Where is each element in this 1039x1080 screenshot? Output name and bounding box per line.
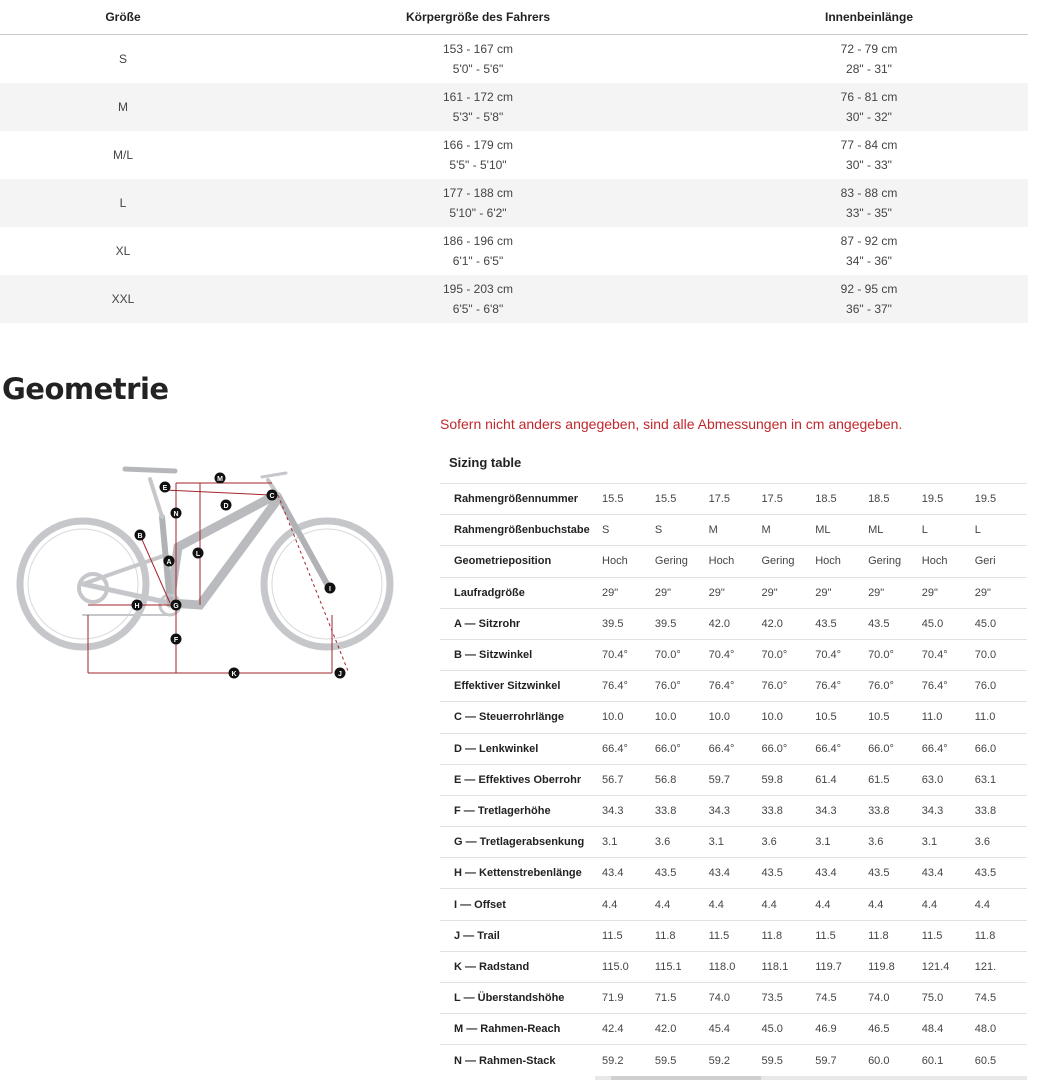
diagram-marker-c xyxy=(267,490,278,501)
geometry-label: K — Radstand xyxy=(440,951,602,982)
geometry-value: 43.5 xyxy=(868,858,922,889)
geometry-value: 61.5 xyxy=(868,764,922,795)
geometry-value: 66.0° xyxy=(655,733,709,764)
geometry-value: 59.7 xyxy=(709,764,762,795)
inseam-cell: 77 - 84 cm 30" - 33" xyxy=(840,138,898,172)
geometry-value: Gering xyxy=(761,546,815,577)
geometry-label: Effektiver Sitzwinkel xyxy=(440,671,602,702)
geometry-value: 39.5 xyxy=(655,608,709,639)
inseam-cell: 87 - 92 cm 34" - 36" xyxy=(840,234,898,268)
geometry-value: 60.5 xyxy=(975,1045,1027,1076)
svg-text:L: L xyxy=(195,550,201,558)
geometry-value: 73.5 xyxy=(761,983,815,1014)
inseam-cell: 76 - 81 cm 30" - 32" xyxy=(710,83,1028,131)
geometry-value: L xyxy=(922,515,975,546)
geometry-label: H — Kettenstrebenlänge xyxy=(440,858,602,889)
diagram-marker-e xyxy=(160,482,171,493)
geometry-value: 66.0° xyxy=(761,733,815,764)
geometry-value: 10.0 xyxy=(655,702,709,733)
geometry-value: 43.5 xyxy=(761,858,815,889)
geometry-value: Hoch xyxy=(815,546,868,577)
geometry-value: 4.4 xyxy=(975,889,1027,920)
size-row xyxy=(0,131,1028,179)
svg-text:M: M xyxy=(217,475,223,483)
geometry-value: 70.4° xyxy=(709,639,762,670)
geometry-value: 59.2 xyxy=(709,1045,762,1076)
size-cell: M/L xyxy=(112,148,133,162)
geometry-label: M — Rahmen-Reach xyxy=(440,1014,602,1045)
geometry-row xyxy=(440,858,1027,889)
geometry-row xyxy=(440,515,1027,546)
geometry-value: 29" xyxy=(975,577,1027,608)
svg-text:E: E xyxy=(162,484,168,492)
geometry-value: 29" xyxy=(922,577,975,608)
geometry-value: 11.5 xyxy=(815,920,868,951)
geometry-value: 33.8 xyxy=(761,795,815,826)
inseam-cell: 72 - 79 cm 28" - 31" xyxy=(840,42,898,76)
geometry-value: 34.3 xyxy=(815,795,868,826)
geometry-value: 59.5 xyxy=(655,1045,709,1076)
geometry-value: 48.0 xyxy=(975,1014,1027,1045)
geometry-value: 76.4° xyxy=(709,671,762,702)
diagram-marker-j xyxy=(335,668,346,679)
geometry-value: 66.0 xyxy=(975,733,1027,764)
geometry-value: 76.0° xyxy=(868,671,922,702)
header-size: Größe xyxy=(0,0,246,35)
geometry-value: 33.8 xyxy=(975,795,1027,826)
geometry-label: E — Effektives Oberrohr xyxy=(440,764,602,795)
geometry-value: 45.4 xyxy=(709,1014,762,1045)
geometry-value: 11.0 xyxy=(975,702,1027,733)
geometry-value: 43.5 xyxy=(868,608,922,639)
geometry-value: 3.6 xyxy=(975,827,1027,858)
geometry-label: G — Tretlagerabsenkung xyxy=(440,827,602,858)
geometry-value: 4.4 xyxy=(815,889,868,920)
size-table-header xyxy=(0,0,1028,35)
geometry-value: 70.4° xyxy=(602,639,655,670)
bike-geometry-diagram xyxy=(10,455,410,685)
geometry-label: J — Trail xyxy=(440,920,602,951)
units-note: Sofern nicht anders angegeben, sind alle Abmessungen in cm angegeben. xyxy=(440,416,903,432)
header-inseam: Innenbeinlänge xyxy=(710,0,1028,35)
geometry-value: 11.8 xyxy=(655,920,709,951)
geometry-value: 18.5 xyxy=(868,484,922,515)
geometry-value: 3.6 xyxy=(868,827,922,858)
geometry-value: 33.8 xyxy=(868,795,922,826)
svg-text:G: G xyxy=(173,602,179,610)
geometry-label: I — Offset xyxy=(440,889,602,920)
size-cell: XL xyxy=(115,244,131,258)
geometry-value: Gering xyxy=(655,546,709,577)
geometry-value: 42.4 xyxy=(602,1014,655,1045)
diagram-marker-a xyxy=(164,556,175,567)
geometry-value: 45.0 xyxy=(975,608,1027,639)
geometry-value: M xyxy=(709,515,762,546)
geometry-value: 115.0 xyxy=(602,951,655,982)
geometry-value: 119.7 xyxy=(815,951,868,982)
geometry-value: 3.1 xyxy=(709,827,762,858)
geometry-value: 18.5 xyxy=(815,484,868,515)
geometry-value: Hoch xyxy=(922,546,975,577)
geometry-value: Hoch xyxy=(709,546,762,577)
geometry-value: 11.5 xyxy=(922,920,975,951)
geometry-value: S xyxy=(602,515,655,546)
geometry-value: 43.4 xyxy=(709,858,762,889)
geometry-title: Geometrie xyxy=(2,372,169,406)
geometry-value: 76.0° xyxy=(761,671,815,702)
svg-text:F: F xyxy=(173,636,179,644)
inseam-cell: 92 - 95 cm 36" - 37" xyxy=(710,275,1028,323)
geometry-value: 76.0 xyxy=(975,671,1027,702)
geometry-value: 70.0° xyxy=(868,639,922,670)
geometry-value: 76.4° xyxy=(602,671,655,702)
geometry-value: 59.7 xyxy=(815,1045,868,1076)
size-row xyxy=(0,275,1028,323)
svg-text:N: N xyxy=(173,510,179,518)
geometry-value: 118.0 xyxy=(709,951,762,982)
geometry-value: 66.0° xyxy=(868,733,922,764)
geometry-label: Rahmengrößennummer xyxy=(440,484,602,515)
geometry-label: L — Überstandshöhe xyxy=(440,983,602,1014)
svg-text:B: B xyxy=(137,532,143,540)
geometry-value: 118.1 xyxy=(761,951,815,982)
size-row xyxy=(0,179,1028,227)
geometry-label: F — Tretlagerhöhe xyxy=(440,795,602,826)
geometry-value: 19.5 xyxy=(922,484,975,515)
geometry-row xyxy=(440,671,1027,702)
geometry-value: Geri xyxy=(975,546,1027,577)
diagram-marker-h xyxy=(132,600,143,611)
geometry-value: 34.3 xyxy=(922,795,975,826)
geometry-row xyxy=(440,577,1027,608)
geometry-value: 43.5 xyxy=(975,858,1027,889)
geometry-value: 74.0 xyxy=(868,983,922,1014)
geometry-value: 59.2 xyxy=(602,1045,655,1076)
geometry-value: 4.4 xyxy=(761,889,815,920)
geometry-value: 74.5 xyxy=(975,983,1027,1014)
geometry-value: 42.0 xyxy=(709,608,762,639)
geometry-value: 71.9 xyxy=(602,983,655,1014)
diagram-marker-l xyxy=(193,548,204,559)
geometry-value: 33.8 xyxy=(655,795,709,826)
geometry-value: 3.1 xyxy=(815,827,868,858)
geometry-label: Laufradgröße xyxy=(440,577,602,608)
geometry-value: 34.3 xyxy=(709,795,762,826)
diagram-marker-n xyxy=(171,508,182,519)
size-row xyxy=(0,35,1028,84)
geometry-value: 48.4 xyxy=(922,1014,975,1045)
geometry-row xyxy=(440,702,1027,733)
geometry-value: 4.4 xyxy=(922,889,975,920)
geometry-row xyxy=(440,889,1027,920)
geometry-value: 17.5 xyxy=(761,484,815,515)
geometry-value: 17.5 xyxy=(709,484,762,515)
geometry-value: 29" xyxy=(709,577,762,608)
geometry-value: 121. xyxy=(975,951,1027,982)
geometry-value: 11.8 xyxy=(761,920,815,951)
size-cell: S xyxy=(118,52,127,66)
size-cell: M xyxy=(0,83,246,131)
geometry-row xyxy=(440,1045,1027,1076)
diagram-marker-d xyxy=(221,500,232,511)
diagram-marker-m xyxy=(215,473,226,484)
geometry-value: 70.0 xyxy=(975,639,1027,670)
geometry-value: 11.0 xyxy=(922,702,975,733)
geometry-row xyxy=(440,546,1027,577)
rider-height-cell: 166 - 179 cm 5'5" - 5'10" xyxy=(442,138,514,172)
geometry-value: 45.0 xyxy=(922,608,975,639)
svg-text:K: K xyxy=(231,670,237,678)
svg-text:A: A xyxy=(166,558,172,566)
geometry-value: 19.5 xyxy=(975,484,1027,515)
geometry-row xyxy=(440,733,1027,764)
size-row xyxy=(0,227,1028,275)
geometry-value: 29" xyxy=(815,577,868,608)
geometry-value: 66.4° xyxy=(602,733,655,764)
geometry-value: 15.5 xyxy=(655,484,709,515)
geometry-row xyxy=(440,951,1027,982)
rider-height-cell: 153 - 167 cm 5'0" - 5'6" xyxy=(442,42,514,76)
horizontal-scrollbar[interactable] xyxy=(595,1076,1027,1080)
geometry-row xyxy=(440,1014,1027,1045)
geometry-value: 56.7 xyxy=(602,764,655,795)
diagram-marker-i xyxy=(325,583,336,594)
geometry-value: 10.0 xyxy=(602,702,655,733)
geometry-value: 66.4° xyxy=(815,733,868,764)
geometry-value: 74.0 xyxy=(709,983,762,1014)
geometry-value: 61.4 xyxy=(815,764,868,795)
geometry-value: 15.5 xyxy=(602,484,655,515)
geometry-value: 10.5 xyxy=(868,702,922,733)
geometry-value: 3.6 xyxy=(655,827,709,858)
svg-text:I: I xyxy=(329,585,331,593)
geometry-label: B — Sitzwinkel xyxy=(440,639,602,670)
geometry-value: 43.4 xyxy=(922,858,975,889)
svg-text:J: J xyxy=(338,670,342,678)
geometry-value: M xyxy=(761,515,815,546)
geometry-row xyxy=(440,639,1027,670)
size-row xyxy=(0,83,1028,131)
geometry-value: 3.6 xyxy=(761,827,815,858)
geometry-value: 119.8 xyxy=(868,951,922,982)
geometry-value: 29" xyxy=(868,577,922,608)
diagram-marker-f xyxy=(171,634,182,645)
rider-height-cell: 186 - 196 cm 6'1" - 6'5" xyxy=(442,234,514,268)
geometry-value: 4.4 xyxy=(602,889,655,920)
geometry-value: 11.8 xyxy=(868,920,922,951)
geometry-row xyxy=(440,764,1027,795)
geometry-value: 74.5 xyxy=(815,983,868,1014)
geometry-value: 39.5 xyxy=(602,608,655,639)
geometry-label: Geometrieposition xyxy=(440,546,602,577)
size-table xyxy=(0,0,1028,323)
geometry-value: 11.5 xyxy=(709,920,762,951)
diagram-marker-g xyxy=(171,600,182,611)
geometry-value: 66.4° xyxy=(709,733,762,764)
geometry-value: 29" xyxy=(655,577,709,608)
sizing-table-title: Sizing table xyxy=(449,455,522,470)
geometry-value: L xyxy=(975,515,1027,546)
geometry-value: 43.4 xyxy=(602,858,655,889)
geometry-value: 63.1 xyxy=(975,764,1027,795)
geometry-label: C — Steuerrohrlänge xyxy=(440,702,602,733)
geometry-value: 4.4 xyxy=(868,889,922,920)
geometry-value: 76.0° xyxy=(655,671,709,702)
geometry-value: 3.1 xyxy=(602,827,655,858)
rider-height-cell: 177 - 188 cm 5'10" - 6'2" xyxy=(246,179,710,227)
geometry-value: 29" xyxy=(602,577,655,608)
geometry-value: 3.1 xyxy=(922,827,975,858)
scrollbar-thumb[interactable] xyxy=(611,1076,761,1080)
geometry-value: 4.4 xyxy=(709,889,762,920)
diagram-marker-b xyxy=(135,530,146,541)
svg-text:C: C xyxy=(269,492,275,500)
geometry-value: 4.4 xyxy=(655,889,709,920)
size-cell: XXL xyxy=(0,275,246,323)
geometry-value: ML xyxy=(868,515,922,546)
geometry-value: 63.0 xyxy=(922,764,975,795)
header-rider-height: Körpergröße des Fahrers xyxy=(246,0,710,35)
rider-height-cell: 195 - 203 cm 6'5" - 6'8" xyxy=(246,275,710,323)
geometry-value: 76.4° xyxy=(815,671,868,702)
geometry-value: Gering xyxy=(868,546,922,577)
geometry-value: 43.5 xyxy=(815,608,868,639)
geometry-value: 10.0 xyxy=(709,702,762,733)
geometry-value: 29" xyxy=(761,577,815,608)
geometry-row xyxy=(440,608,1027,639)
geometry-value: 10.0 xyxy=(761,702,815,733)
geometry-value: 45.0 xyxy=(761,1014,815,1045)
geometry-row xyxy=(440,795,1027,826)
geometry-row xyxy=(440,920,1027,951)
geometry-value: 43.5 xyxy=(655,858,709,889)
geometry-value: 43.4 xyxy=(815,858,868,889)
geometry-table-container[interactable] xyxy=(440,483,1027,1080)
geometry-value: 46.5 xyxy=(868,1014,922,1045)
geometry-value: 115.1 xyxy=(655,951,709,982)
rider-height-cell: 161 - 172 cm 5'3" - 5'8" xyxy=(246,83,710,131)
geometry-value: S xyxy=(655,515,709,546)
geometry-value: 42.0 xyxy=(655,1014,709,1045)
geometry-value: 59.8 xyxy=(761,764,815,795)
geometry-label: A — Sitzrohr xyxy=(440,608,602,639)
geometry-value: 75.0 xyxy=(922,983,975,1014)
geometry-value: 42.0 xyxy=(761,608,815,639)
geometry-value: 34.3 xyxy=(602,795,655,826)
geometry-value: 60.1 xyxy=(922,1045,975,1076)
geometry-value: 11.5 xyxy=(602,920,655,951)
geometry-value: 11.8 xyxy=(975,920,1027,951)
geometry-value: Hoch xyxy=(602,546,655,577)
svg-text:H: H xyxy=(134,602,140,610)
geometry-value: 59.5 xyxy=(761,1045,815,1076)
geometry-row xyxy=(440,484,1027,515)
geometry-value: 70.0° xyxy=(761,639,815,670)
geometry-value: ML xyxy=(815,515,868,546)
geometry-value: 71.5 xyxy=(655,983,709,1014)
geometry-value: 56.8 xyxy=(655,764,709,795)
geometry-value: 70.4° xyxy=(815,639,868,670)
geometry-row xyxy=(440,827,1027,858)
geometry-value: 10.5 xyxy=(815,702,868,733)
geometry-label: Rahmengrößenbuchstabe xyxy=(440,515,602,546)
svg-text:D: D xyxy=(223,502,229,510)
inseam-cell: 83 - 88 cm 33" - 35" xyxy=(710,179,1028,227)
geometry-row xyxy=(440,983,1027,1014)
geometry-value: 121.4 xyxy=(922,951,975,982)
geometry-value: 66.4° xyxy=(922,733,975,764)
geometry-label: D — Lenkwinkel xyxy=(440,733,602,764)
geometry-value: 76.4° xyxy=(922,671,975,702)
size-cell: L xyxy=(0,179,246,227)
geometry-value: 46.9 xyxy=(815,1014,868,1045)
geometry-label: N — Rahmen-Stack xyxy=(440,1045,602,1076)
geometry-value: 70.0° xyxy=(655,639,709,670)
geometry-value: 70.4° xyxy=(922,639,975,670)
geometry-table xyxy=(440,483,1027,1076)
diagram-marker-k xyxy=(229,668,240,679)
geometry-value: 60.0 xyxy=(868,1045,922,1076)
